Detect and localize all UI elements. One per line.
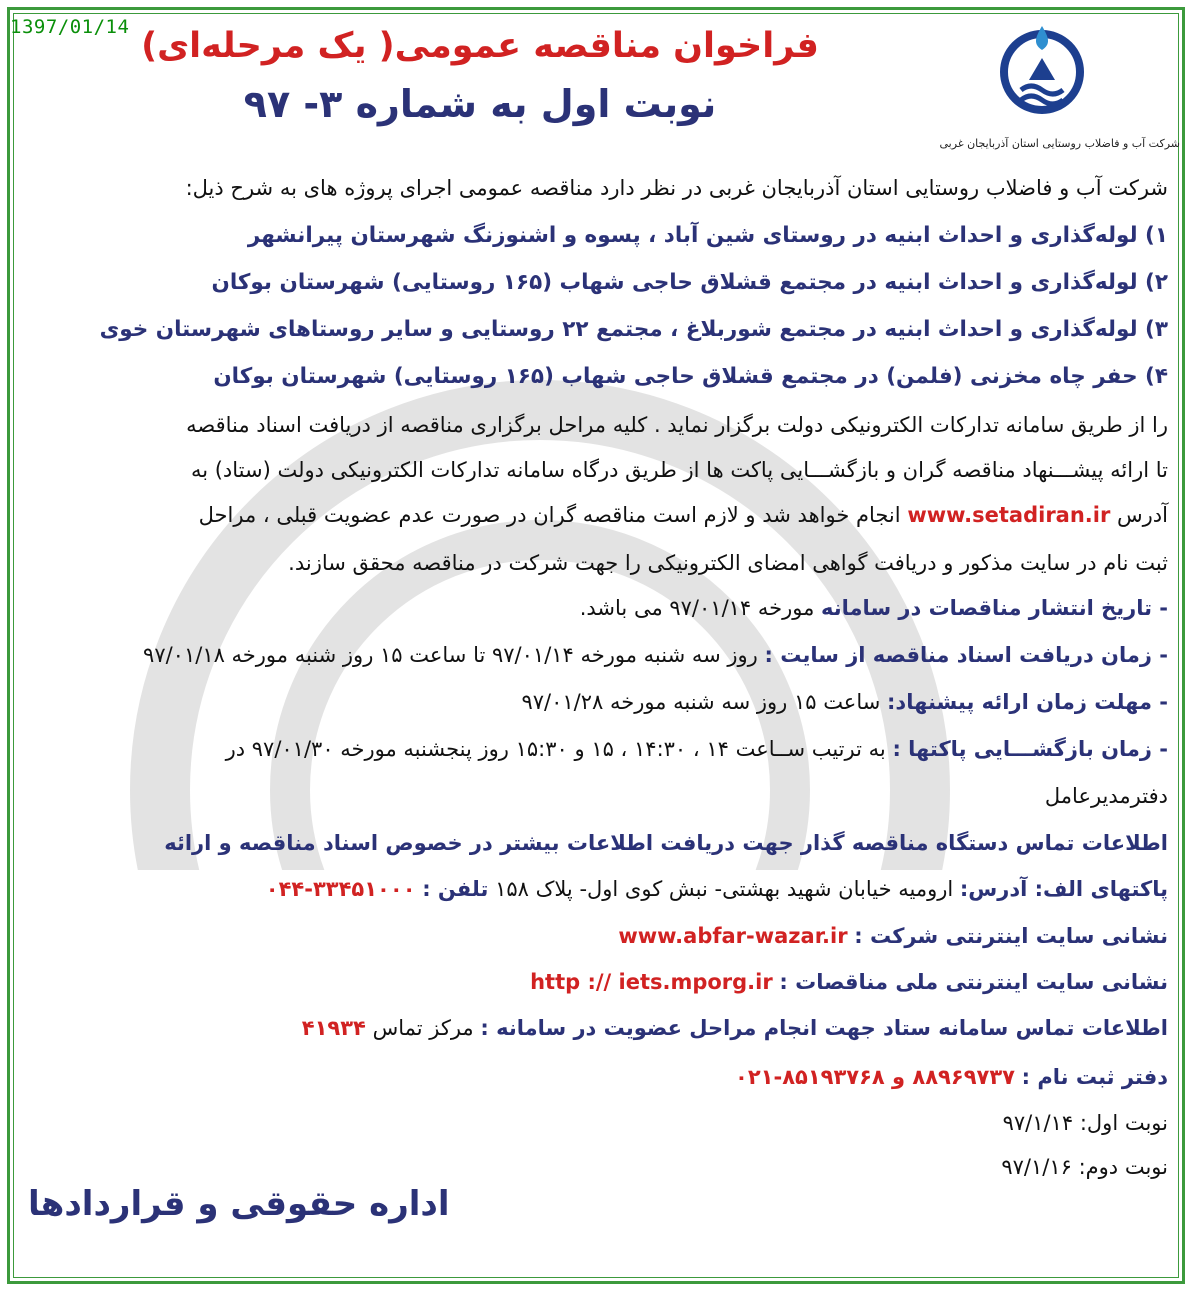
registration-numbers: ۸۸۹۶۹۷۳۷ و ۸۵۱۹۳۷۶۸-۰۲۱	[735, 1065, 1015, 1089]
opening-value: به ترتیب ســاعت ۱۴ ، ۱۴:۳۰ ، ۱۵ و ۱۵:۳۰ روز پنجشنبه مورخه ۹۷/۰۱/۳۰ در	[225, 737, 886, 761]
phone-label: تلفن :	[422, 877, 489, 901]
receive-docs-value: روز سه شنبه مورخه ۹۷/۰۱/۱۴ تا ساعت ۱۵ روز شنبه مورخه ۹۷/۰۱/۱۸	[143, 643, 758, 667]
phone-value: ۳۳۴۵۱۰۰۰-۰۴۴	[265, 877, 416, 901]
body-paragraph-line-1: را از طریق سامانه تدارکات الکترونیکی دولت برگزار نماید . کلیه مراحل برگزاری مناقصه از دریافت اسناد مناقصه	[186, 413, 1168, 437]
project-item-4: ۴) حفر چاه مخزنی (فلمن) در مجتمع قشلاق حاجی شهاب (۱۶۵ روستایی) شهرستان بوکان	[213, 364, 1168, 389]
setad-center-label: مرکز تماس	[372, 1016, 474, 1040]
registration-row	[735, 1062, 1168, 1092]
opening-place: دفترمدیرعامل	[1044, 784, 1168, 808]
address-prefix: آدرس	[1117, 503, 1168, 527]
opening-row	[226, 734, 1168, 764]
setad-contact-row	[302, 1013, 1168, 1043]
address-suffix: انجام خواهد شد و لازم است مناقصه گران در صورت عدم عضویت قبلی ، مراحل	[198, 503, 901, 527]
deadline-label: - مهلت زمان ارائه پیشنهاد:	[887, 690, 1168, 714]
setad-center-number: ۴۱۹۳۴	[301, 1016, 366, 1040]
body-paragraph-line-4: ثبت نام در سایت مذکور و دریافت گواهی امضای الکترونیکی را جهت شرکت در مناقصه محقق سازند.	[288, 551, 1168, 575]
publish-date-row	[580, 593, 1168, 623]
deadline-value: ساعت ۱۵ روز سه شنبه مورخه ۹۷/۰۱/۲۸	[521, 690, 881, 714]
project-item-3: ۳) لوله‌گذاری و احداث ابنیه در مجتمع شوربلاغ ، مجتمع ۲۲ روستایی و سایر روستاهای شهرستان خوی	[99, 317, 1168, 342]
deadline-row	[521, 687, 1168, 717]
address-value: ارومیه خیابان شهید بهشتی- نبش کوی اول- پلاک ۱۵۸	[495, 877, 954, 901]
company-site-label: نشانی سایت اینترنتی شرکت :	[854, 924, 1168, 948]
publish-date-value: مورخه ۹۷/۰۱/۱۴ می باشد.	[579, 596, 815, 620]
address-row	[266, 874, 1168, 904]
body-paragraph-line-3	[199, 500, 1168, 530]
company-logo-icon	[999, 20, 1085, 118]
project-item-2: ۲) لوله‌گذاری و احداث ابنیه در مجتمع قشلاق حاجی شهاب (۱۶۵ روستایی) شهرستان بوکان	[211, 270, 1168, 295]
company-caption: شرکت آب و فاضلاب روستایی استان آذربایجان غربی	[939, 137, 1180, 150]
announcement-subtitle: نوبت اول به شماره ۳- ۹۷	[243, 82, 717, 126]
date-stamp: 1397/01/14	[10, 16, 130, 38]
receive-docs-label: - زمان دریافت اسناد مناقصه از سایت :	[764, 643, 1168, 667]
publish-date-label: - تاریخ انتشار مناقصات در سامانه	[821, 596, 1168, 620]
company-site-row	[618, 921, 1168, 951]
setad-contact-label: اطلاعات تماس سامانه ستاد جهت انجام مراحل عضویت در سامانه :	[480, 1016, 1168, 1040]
body-paragraph-line-2: تا ارائه پیشـــنهاد مناقصه گران و بازگشـــایی پاکت ها از طریق درگاه سامانه تدارکات الکترونیکی دولت (ستاد) به	[190, 458, 1168, 482]
company-site-link[interactable]: www.abfar-wazar.ir	[618, 924, 848, 948]
announcement-title: فراخوان مناقصه عمومی( یک مرحله‌ای)	[141, 26, 819, 66]
project-item-1: ۱) لوله‌گذاری و احداث ابنیه در روستای شین آباد ، پسوه و اشنوزنگ شهرستان پیرانشهر	[247, 223, 1168, 248]
intro-text: شرکت آب و فاضلاب روستایی استان آذربایجان غربی در نظر دارد مناقصه عمومی اجرای پروژه های به شرح ذیل:	[185, 176, 1168, 200]
address-label: پاکتهای الف: آدرس:	[959, 877, 1168, 901]
receive-docs-row	[143, 640, 1168, 670]
registration-label: دفتر ثبت نام :	[1021, 1065, 1168, 1089]
opening-label: - زمان بازگشـــایی پاکتها :	[892, 737, 1168, 761]
first-round-date: نوبت اول: ۹۷/۱/۱۴	[1002, 1111, 1168, 1135]
contact-heading: اطلاعات تماس دستگاه مناقصه گذار جهت دریافت اطلاعات بیشتر در خصوص اسناد مناقصه و ارائه	[164, 831, 1168, 855]
national-site-link[interactable]: http :// iets.mporg.ir	[530, 970, 773, 994]
second-round-date: نوبت دوم: ۹۷/۱/۱۶	[1001, 1155, 1168, 1179]
national-site-label: نشانی سایت اینترنتی ملی مناقصات :	[779, 970, 1168, 994]
department-signature: اداره حقوقی و قراردادها	[28, 1184, 450, 1224]
setadiran-link[interactable]: www.setadiran.ir	[907, 503, 1111, 527]
national-site-row	[530, 967, 1168, 997]
